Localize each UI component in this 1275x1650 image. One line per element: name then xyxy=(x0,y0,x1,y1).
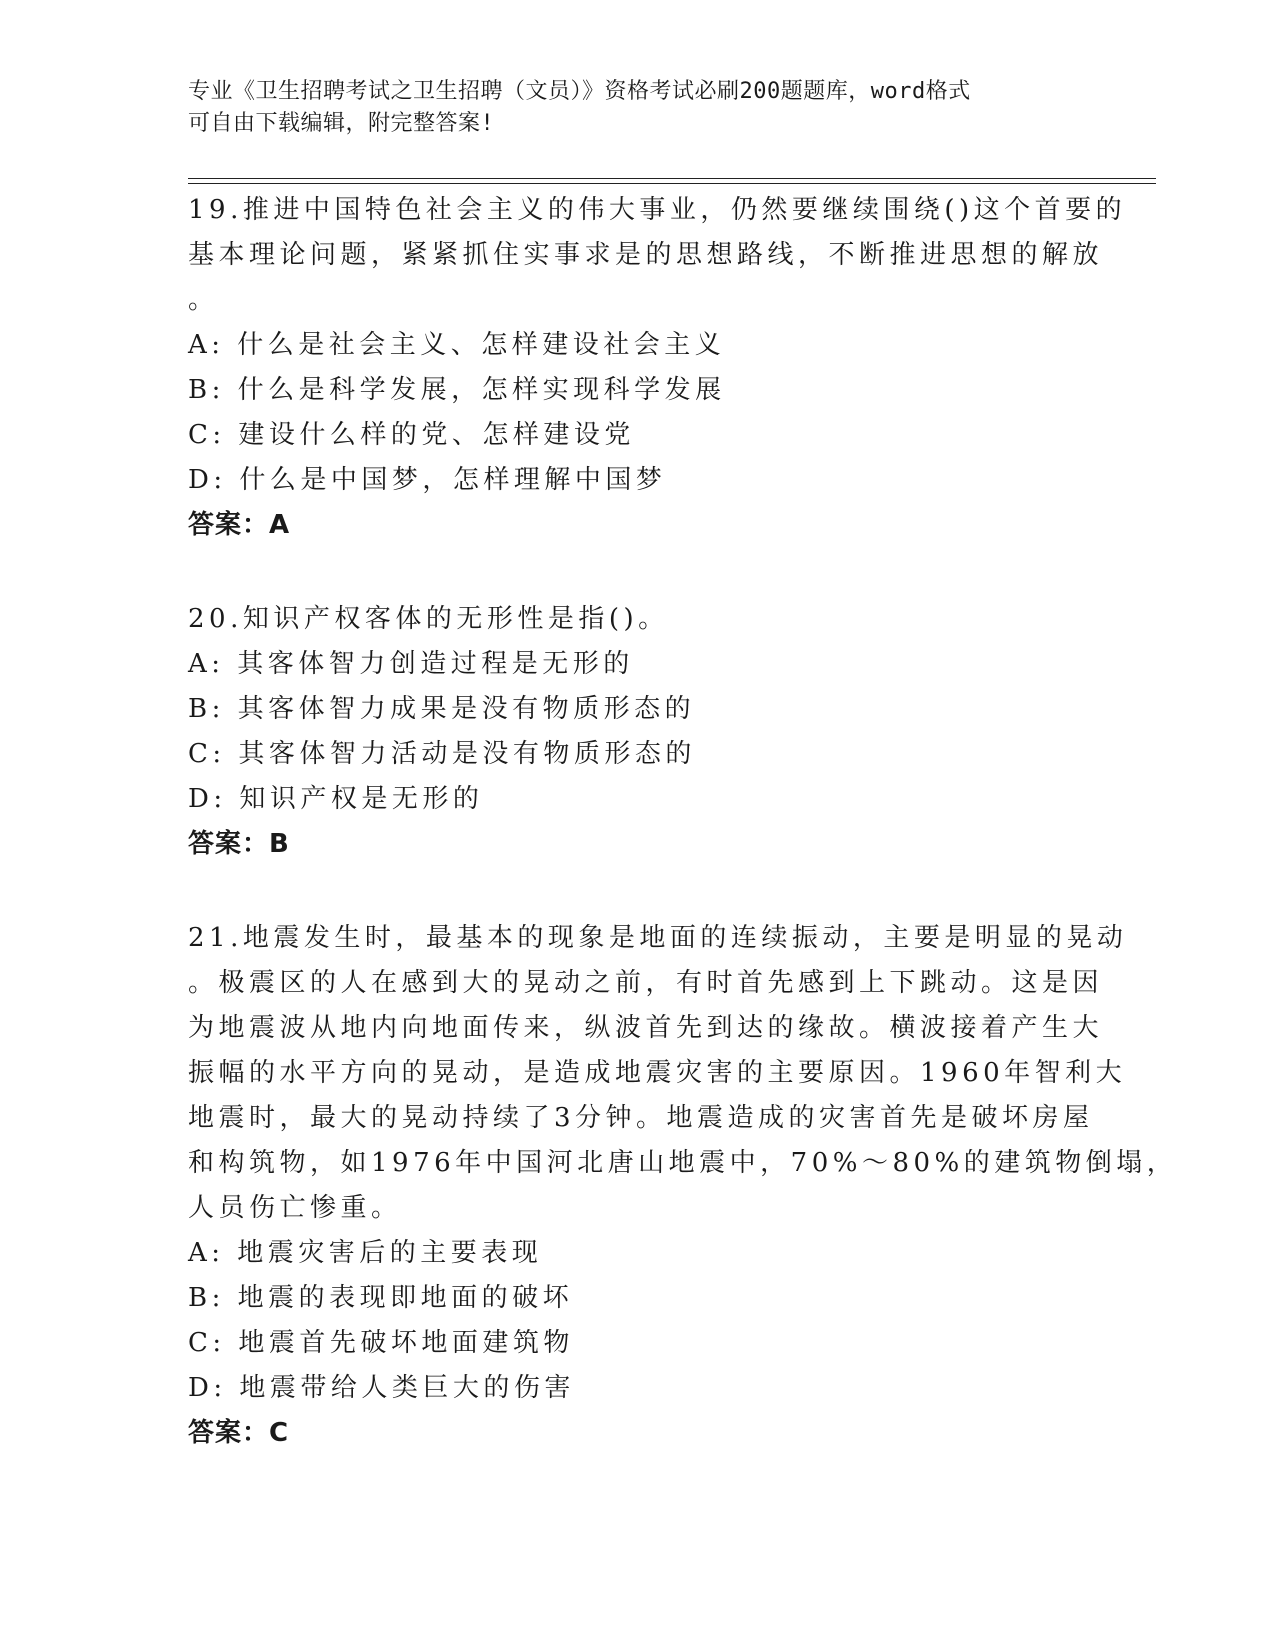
option-b: B: 地震的表现即地面的破坏 xyxy=(188,1283,574,1313)
option-a: A: 什么是社会主义、怎样建设社会主义 xyxy=(188,330,726,360)
question-text-line: 21.地震发生时，最基本的现象是地面的连续振动，主要是明显的晃动 xyxy=(188,923,1128,953)
question-text-line: 20.知识产权客体的无形性是指()。 xyxy=(188,604,669,634)
answer-label: 答案：B xyxy=(188,829,290,859)
question-text-line: 基本理论问题，紧紧抓住实事求是的思想路线，不断推进思想的解放 xyxy=(188,240,1104,270)
header-line-2: 可自由下载编辑，附完整答案! xyxy=(188,111,495,136)
question-19 xyxy=(188,188,1127,548)
header-divider-bottom xyxy=(188,183,1156,184)
question-text-line: 振幅的水平方向的晃动，是造成地震灾害的主要原因。1960年智利大 xyxy=(188,1058,1127,1088)
question-21 xyxy=(188,916,1178,1456)
option-b: B: 什么是科学发展，怎样实现科学发展 xyxy=(188,375,726,405)
option-d: D: 地震带给人类巨大的伤害 xyxy=(188,1373,575,1403)
option-c: C: 建设什么样的党、怎样建设党 xyxy=(188,420,635,450)
question-20 xyxy=(188,597,1078,867)
question-text-line: 为地震波从地内向地面传来，纵波首先到达的缘故。横波接着产生大 xyxy=(188,1013,1104,1043)
option-d: D: 什么是中国梦，怎样理解中国梦 xyxy=(188,465,667,495)
option-b: B: 其客体智力成果是没有物质形态的 xyxy=(188,694,696,724)
question-text-line: 。极震区的人在感到大的晃动之前，有时首先感到上下跳动。这是因 xyxy=(188,968,1104,998)
answer-label: 答案：C xyxy=(188,1418,290,1448)
option-d: D: 知识产权是无形的 xyxy=(188,784,484,814)
question-text-line: 19.推进中国特色社会主义的伟大事业，仍然要继续围绕()这个首要的 xyxy=(188,195,1127,225)
question-text-line: 。 xyxy=(188,285,219,315)
document-header xyxy=(188,76,1068,140)
option-c: C: 其客体智力活动是没有物质形态的 xyxy=(188,739,696,769)
option-a: A: 其客体智力创造过程是无形的 xyxy=(188,649,634,679)
answer-label: 答案：A xyxy=(188,510,291,540)
question-text-line: 地震时，最大的晃动持续了3分钟。地震造成的灾害首先是破坏房屋 xyxy=(188,1103,1094,1133)
option-a: A: 地震灾害后的主要表现 xyxy=(188,1238,543,1268)
header-line-1: 专业《卫生招聘考试之卫生招聘（文员）》资格考试必刷200题题库，word格式 xyxy=(188,79,971,104)
question-text-line: 和构筑物，如1976年中国河北唐山地震中，70%～80%的建筑物倒塌， xyxy=(188,1148,1178,1178)
option-c: C: 地震首先破坏地面建筑物 xyxy=(188,1328,574,1358)
header-divider-top xyxy=(188,178,1156,179)
question-text-line: 人员伤亡惨重。 xyxy=(188,1193,402,1223)
